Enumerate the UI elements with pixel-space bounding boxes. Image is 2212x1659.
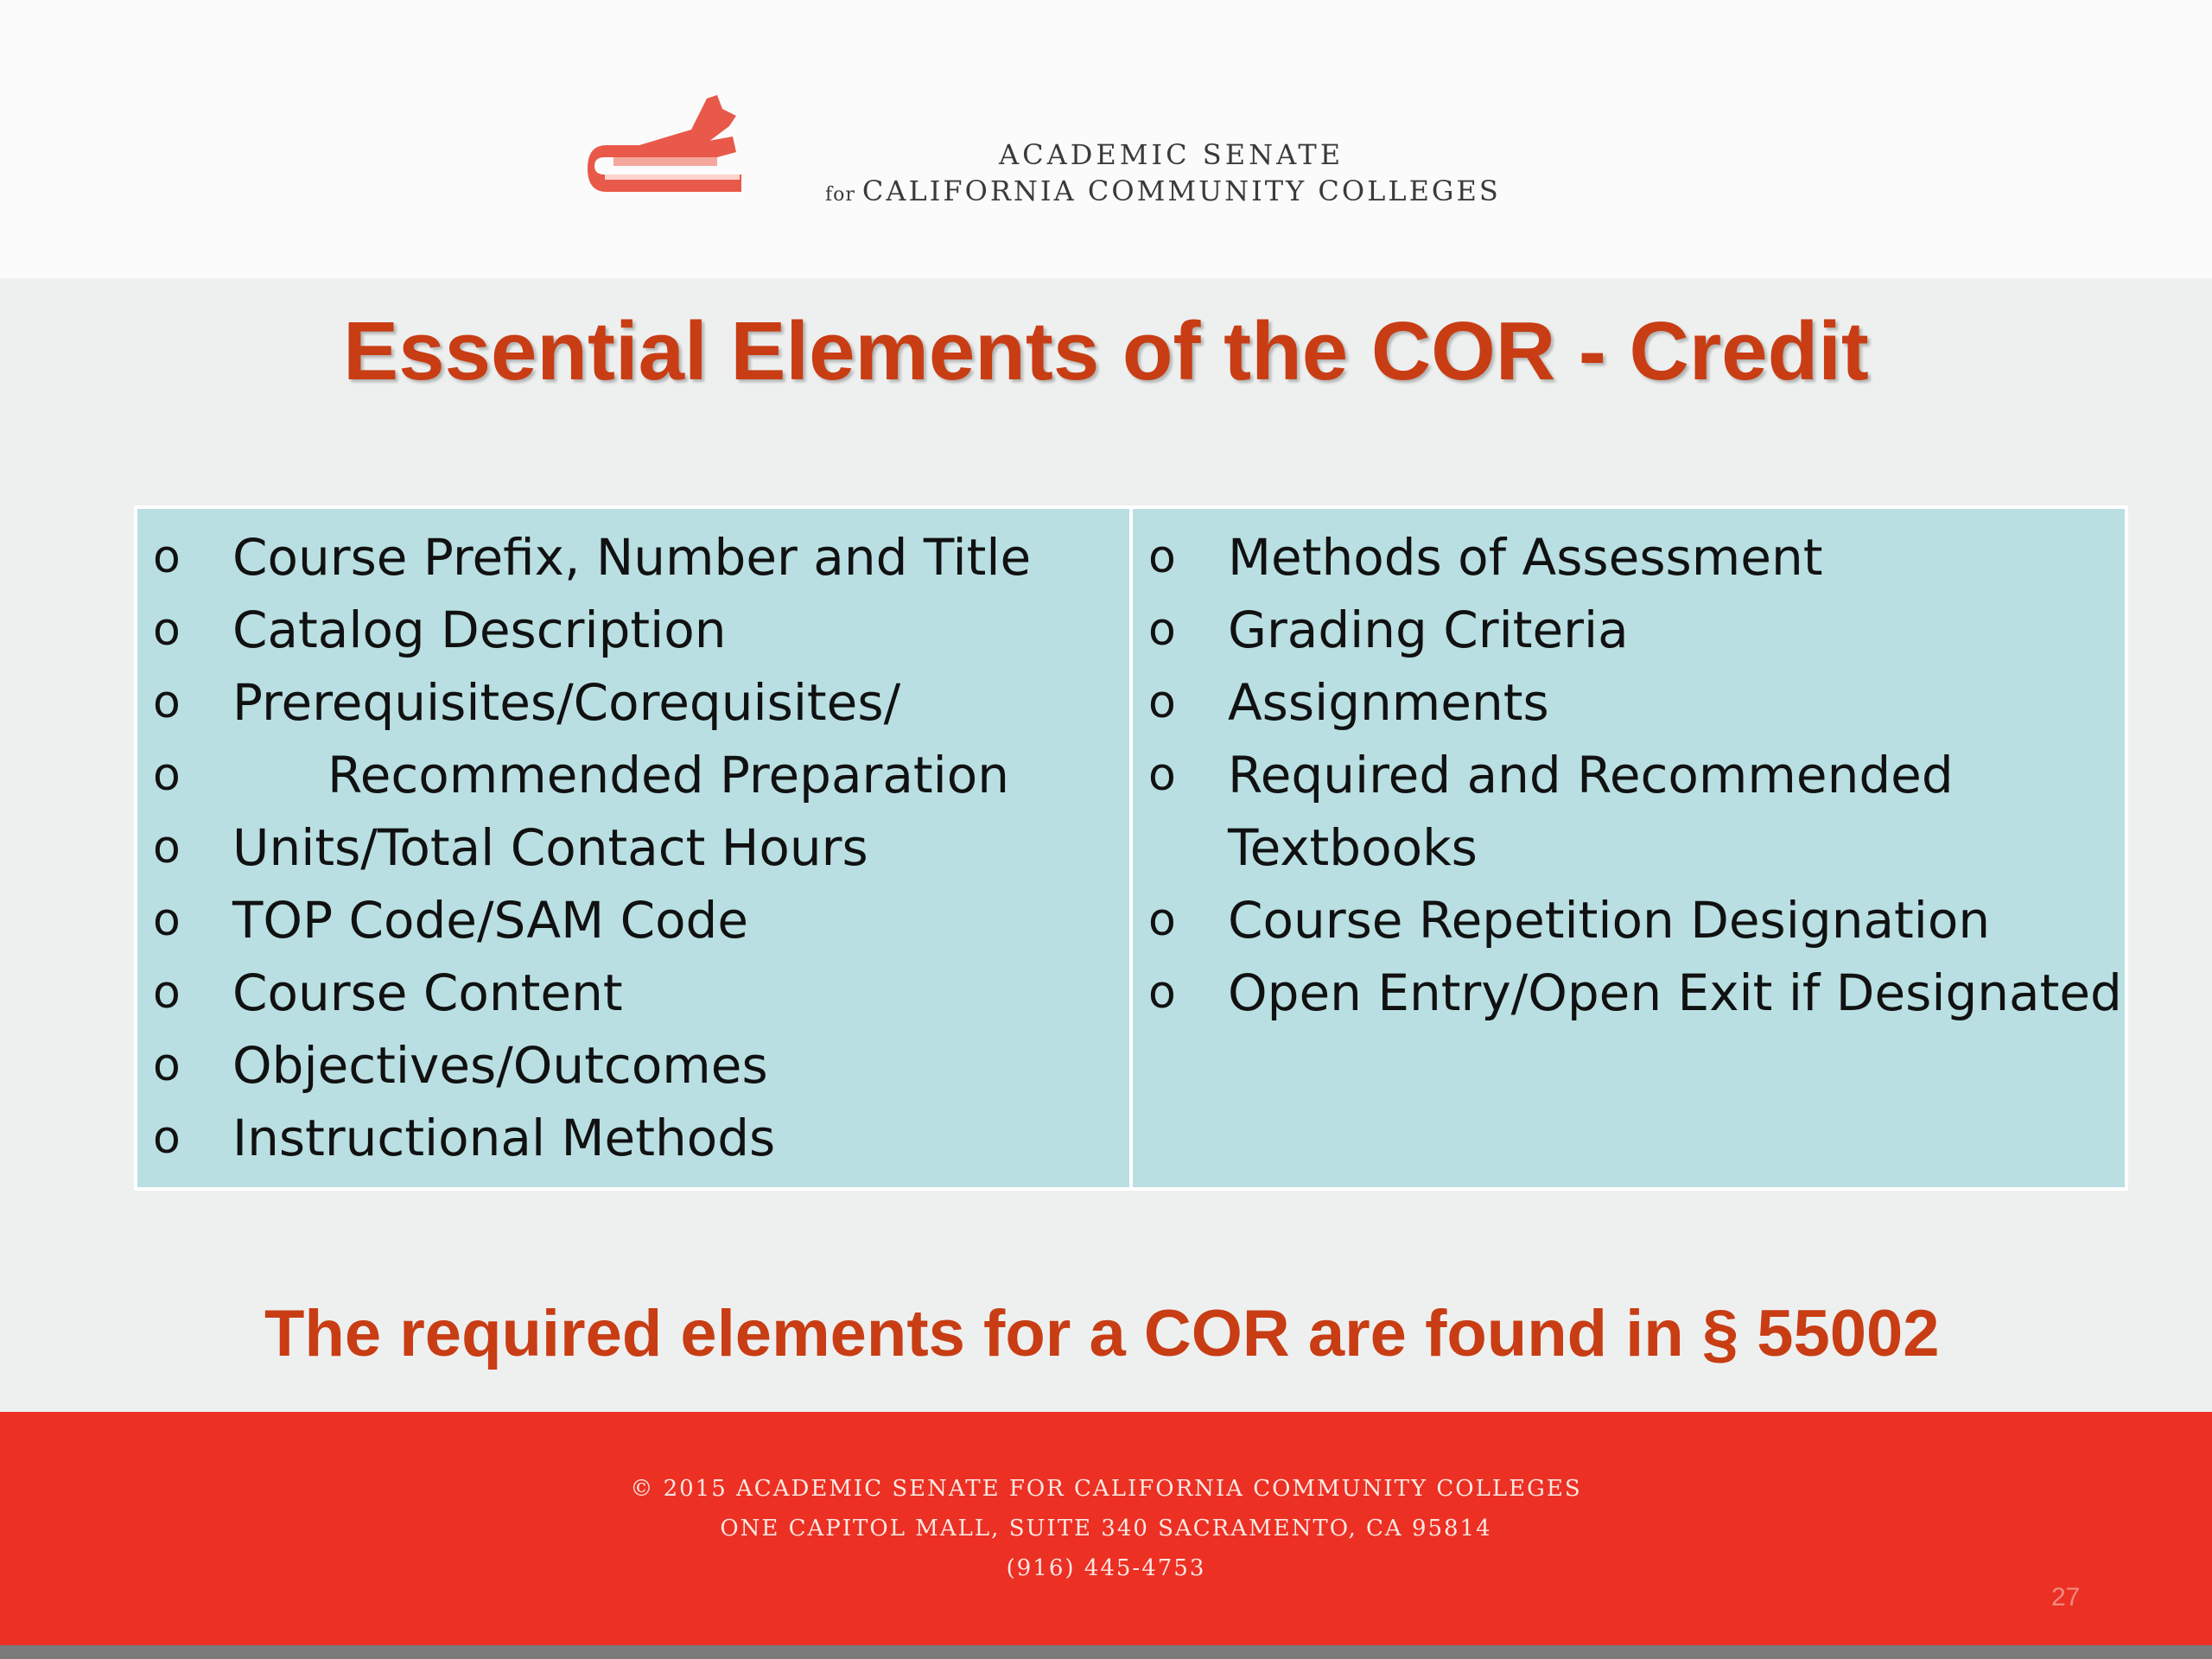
list-item-continuation: [1133, 817, 2125, 889]
list-item-text: Assignments: [1228, 673, 1549, 732]
bullet-icon: o: [153, 531, 181, 583]
list-item: [137, 599, 1129, 671]
bullet-icon: o: [153, 1112, 181, 1164]
org-for-word: for: [825, 184, 855, 206]
list-item: [137, 526, 1129, 599]
list-item: [137, 671, 1129, 744]
book-logo-icon: [588, 92, 743, 202]
bullet-icon: o: [1148, 749, 1176, 801]
list-item-text: Recommended Preparation: [327, 746, 1010, 804]
elements-table: [134, 505, 2128, 1191]
slide-title: Essential Elements of the COR - Credit: [343, 305, 1869, 397]
list-item-text: Prerequisites/Corequisites/: [232, 673, 901, 732]
slide-footer: [0, 1412, 2212, 1645]
bullet-icon: o: [1148, 604, 1176, 656]
list-item-text: Course Content: [232, 963, 623, 1022]
org-name-colleges: CALIFORNIA COMMUNITY COLLEGES: [861, 175, 1501, 207]
bullet-icon: o: [153, 894, 181, 946]
list-item-text: Methods of Assessment: [1228, 528, 1823, 587]
bullet-icon: o: [153, 677, 181, 728]
slide-header: [0, 0, 2212, 278]
list-item-text: Course Prefix, Number and Title: [232, 528, 1032, 587]
list-item: [137, 889, 1129, 962]
bullet-icon: o: [1148, 677, 1176, 728]
list-item: [137, 744, 1129, 817]
footer-copyright: © 2015 ACADEMIC SENATE FOR CALIFORNIA COMMUNITY COLLEGES: [630, 1476, 1582, 1502]
bullet-icon: o: [153, 822, 181, 874]
list-item-text: Open Entry/Open Exit if Designated: [1228, 963, 2122, 1022]
page-number: 27: [2051, 1583, 2081, 1611]
list-item: [1133, 599, 2125, 671]
list-item: [1133, 744, 2125, 817]
bullet-icon: o: [153, 967, 181, 1019]
required-elements-note: The required elements for a COR are found in § 55002: [264, 1297, 1940, 1370]
footer-phone: (916) 445-4753: [1006, 1555, 1206, 1581]
list-item: [1133, 962, 2125, 1034]
list-item: [137, 962, 1129, 1034]
list-item-text: Course Repetition Designation: [1228, 891, 1991, 950]
elements-column-right: [1133, 509, 2125, 1187]
bullet-icon: o: [153, 604, 181, 656]
bullet-icon: o: [1148, 894, 1176, 946]
elements-column-left: [137, 509, 1129, 1187]
list-item: [137, 1034, 1129, 1107]
list-item-text: Required and Recommended: [1228, 746, 1954, 804]
org-name-line1: ACADEMIC SENATE: [999, 138, 1344, 171]
footer-bottom-strip: [0, 1645, 2212, 1659]
list-item: [1133, 889, 2125, 962]
list-item: [137, 817, 1129, 889]
list-item-text: Grading Criteria: [1228, 601, 1629, 659]
bullet-icon: o: [153, 1039, 181, 1091]
list-item-text: TOP Code/SAM Code: [232, 891, 749, 950]
bullet-icon: o: [1148, 967, 1176, 1019]
org-name-line2: [825, 175, 1501, 207]
list-item: [1133, 671, 2125, 744]
list-item-text: Catalog Description: [232, 601, 727, 659]
list-item-text: Units/Total Contact Hours: [232, 818, 868, 877]
list-item-text: Objectives/Outcomes: [232, 1036, 768, 1095]
list-item-text: Instructional Methods: [232, 1109, 776, 1167]
list-item: [1133, 526, 2125, 599]
list-item: [137, 1107, 1129, 1179]
bullet-icon: o: [153, 749, 181, 801]
footer-address: ONE CAPITOL MALL, SUITE 340 SACRAMENTO, CA 95814: [720, 1516, 1492, 1541]
list-item-text: Textbooks: [1228, 818, 1478, 877]
bullet-icon: o: [1148, 531, 1176, 583]
